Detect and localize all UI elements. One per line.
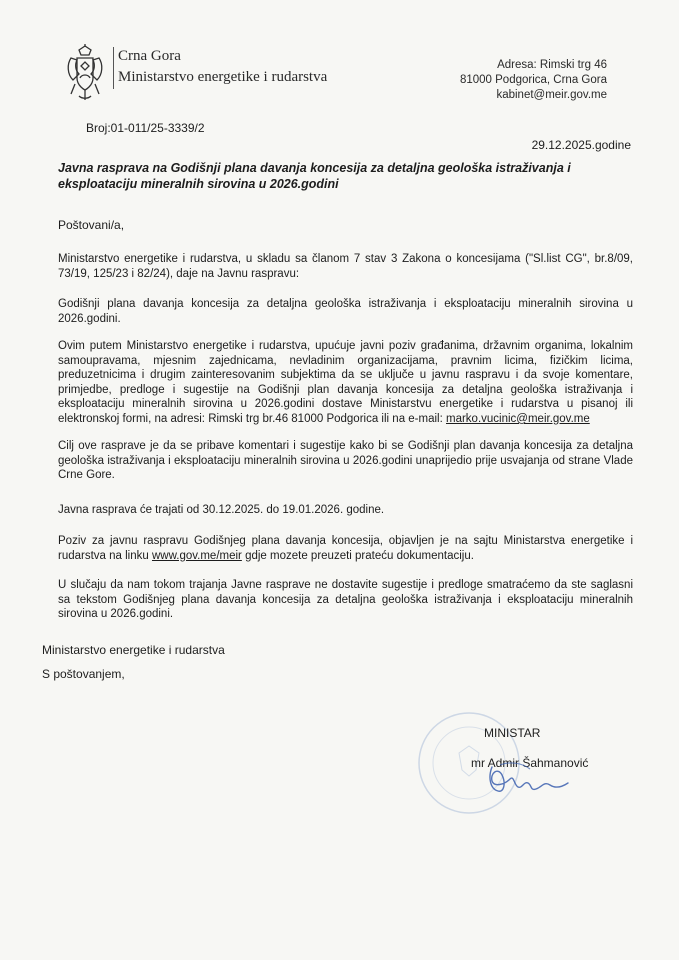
minister-title: MINISTAR [484,726,541,740]
country-name: Crna Gora [118,48,181,64]
website-text-before: Poziv za javnu raspravu Godišnjeg plana davanja koncesija, objavljen je na sajtu Ministarstva energetike i rudarstva na linku [58,535,633,562]
greeting: Poštovani/a, [58,218,125,232]
paragraph-consent: U slučaju da nam tokom trajanja Javne rasprave ne dostavite sugestije i predloge smatraćemo da ste saglasni sa tekstom Godišnjeg plana davanja koncesija za detaljna geološka istraživanja i eksploataciju mineralnih sirovina u 2026.godini. [58,579,633,621]
paragraph-goal: Cilj ove rasprave je da se pribave komentari i sugestije kako bi se Godišnji plan davanja koncesija za detaljna geološka istraživanja i eksploataciju mineralnih sirovina u 2026.godini unaprijedio prije usvajanja od strane Vlade Crne Gore. [58,440,633,482]
header-divider [113,47,114,89]
ministry-header [118,46,327,88]
website-text-after: gdje mozete preuzeti prateću dokumentaciju. [245,549,474,562]
address-email: kabinet@meir.gov.me [496,89,607,101]
closing-organization: Ministarstvo energetike i rudarstva [42,643,225,657]
handwritten-signature-icon [470,755,580,815]
closing-regards: S poštovanjem, [42,667,125,681]
ministry-name: Ministarstvo energetike i rudarstva [118,69,328,85]
ministry-website-link[interactable]: www.gov.me/meir [151,549,242,562]
paragraph-intro: Ministarstvo energetike i rudarstva, u skladu sa članom 7 stav 3 Zakona o koncesijama ("Sl.list CG", br.8/09, 73/19, 125/23 i 82/24), daje na Javnu raspravu: [58,253,633,280]
address-line-2: 81000 Podgorica, Crna Gora [459,74,607,86]
contact-email-link[interactable]: marko.vucinic@meir.gov.me [446,412,590,425]
paragraph-website [58,534,633,563]
paragraph-public-call [58,339,633,427]
paragraph-duration: Javna rasprava će trajati od 30.12.2025. do 19.01.2026. godine. [58,504,385,516]
minister-name: mr Admir Šahmanović [471,756,589,770]
address-block [460,58,607,103]
document-date: 29.12.2025.godine [531,138,631,152]
document-subject: Javna rasprava na Godišnji plana davanja koncesija za detaljna geološka istraživanja i eksploataciju mineralnih sirovina u 2026.godini [58,161,571,191]
public-call-text: Ovim putem Ministarstvo energetike i rudarstva, upućuje javni poziv građanima, državnim organima, lokalnim samoupravama, mjesnim zajednicama, nevladinim organizacijama, pravnim licima, fizičkim licima, preduzetnicima i drugim zainteresovanim subjektima da se uključe u javnu raspravu i da svoje komentare, primjedbe, predloge i sugestije na Godišnji plan davanja koncesija za detaljna geološka istraživanja i eksploataciju mineralnih sirovina u 2026.godini dostave Ministarstvu energetike i rudarstva u pisanoj ili elektronskoj formi, na adresi: Rimski trg br.46 81000 Podgorica ili na e-mail: [58,340,633,425]
reference-number: Broj:01-011/25-3339/2 [86,121,205,135]
coat-of-arms-icon [63,44,107,104]
address-line-1: Adresa: Rimski trg 46 [497,59,607,71]
paragraph-plan-title: Godišnji plana davanja koncesija za detaljna geološka istraživanja i eksploataciju mineralnih sirovina u 2026.godini. [58,298,633,325]
